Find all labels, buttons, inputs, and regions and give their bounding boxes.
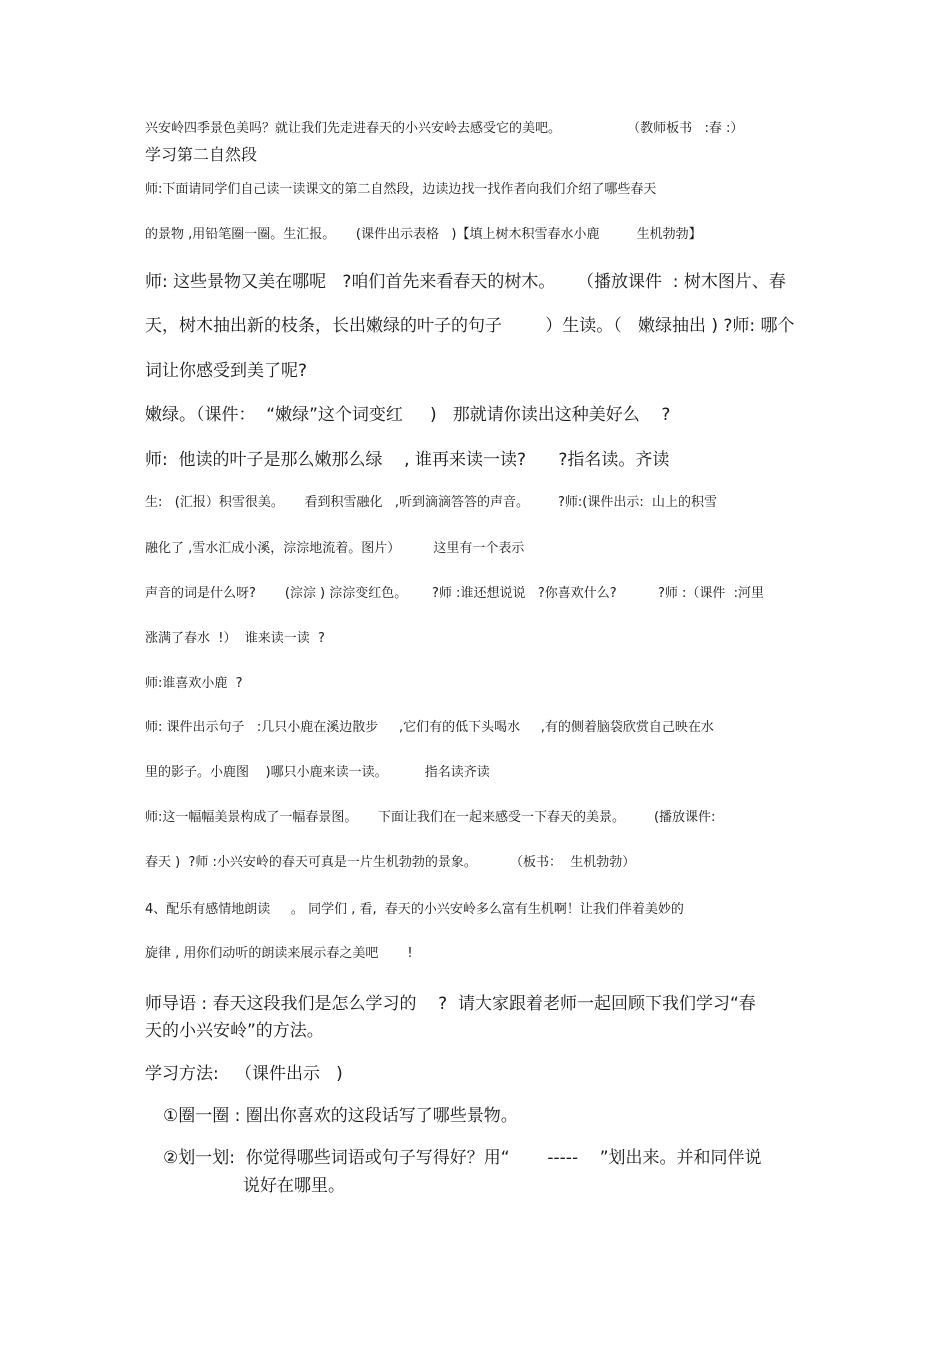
text-line-17: 师:这一幅幅美景构成了一幅春景图。 下面让我们在一起来感受一下春天的美景。 (播放课件: <box>145 810 716 825</box>
text-line-6: 天，树木抽出新的枝条，长出嫩绿的叶子的句子 ）生读。（ 嫩绿抽出 ) ?师: 哪个 <box>145 316 795 336</box>
text-line-16: 里的影子。小鹿图 )哪只小鹿来读一读。 指名读齐读 <box>145 765 490 780</box>
method-item-2-continued: 说好在哪里。 <box>243 1176 345 1196</box>
text-line-7: 词让你感受到美了呢? <box>145 361 308 381</box>
text-line-15: 师: 课件出示句子 :几只小鹿在溪边散步 ,它们有的低下头喝水 ,有的侧着脑袋欣赏自己映在水 <box>145 720 714 735</box>
text-line-1: 兴安岭四季景色美吗？就让我们先走进春天的小兴安岭去感受它的美吧。 （教师板书 :春 :） <box>145 121 744 136</box>
methods-heading: 学习方法: （课件出示 ) <box>145 1064 343 1084</box>
text-line-22: 天的小兴安岭”的方法。 <box>145 1021 324 1041</box>
text-line-3: 师:下面请同学们自己读一读课文的第二自然段，边读边找一找作者向我们介绍了哪些春天 <box>145 182 657 197</box>
method-item-1: ①圈一圈 : 圈出你喜欢的这段话写了哪些景物。 <box>163 1106 518 1126</box>
text-line-19: 4、配乐有感情地朗读 。 同学们 , 看, 春天的小兴安岭多么富有生机啊！让我们伴着美妙的 <box>145 902 684 917</box>
text-line-20: 旋律 , 用你们动听的朗读来展示春之美吧 ! <box>145 946 413 961</box>
text-line-21: 师导语 : 春天这段我们是怎么学习的 ? 请大家跟着老师一起回顾下我们学习“春 <box>145 994 756 1014</box>
text-line-9: 师: 他读的叶子是那么嫩那么绿 , 谁再来读一读? ?指名读。齐读 <box>145 450 670 470</box>
text-line-10: 生: (汇报）积雪很美。 看到积雪融化 ,听到滴滴答答的声音。 ?师:(课件出示: 山上的积雪 <box>145 495 717 510</box>
text-line-11: 融化了 ,雪水汇成小溪，淙淙地流着。图片） 这里有一个表示 <box>145 541 525 556</box>
text-line-5: 师: 这些景物又美在哪呢 ?咱们首先来看春天的树木。 （播放课件 : 树木图片、春 <box>145 272 786 292</box>
text-line-12: 声音的词是什么呀? (淙淙 ) 淙淙变红色。 ?师 :谁还想说说 ?你喜欢什么? ?师 :（课件 :河里 <box>145 586 765 601</box>
text-line-4: 的景物 ,用铅笔圈一圈。生汇报。 (课件出示表格 )【填上树木积雪春水小鹿 生机勃勃】 <box>145 227 702 242</box>
method-item-2: ②划一划: 你觉得哪些词语或句子写得好？用“ ----- ”划出来。并和同伴说 <box>163 1148 762 1168</box>
section-heading: 学习第二自然段 <box>145 145 258 164</box>
text-line-14: 师:谁喜欢小鹿 ? <box>145 676 243 691</box>
text-line-13: 涨满了春水 !） 谁来读一读 ? <box>145 631 325 646</box>
text-line-8: 嫩绿。（课件： “嫩绿”这个词变红 ) 那就请你读出这种美好么 ? <box>145 405 671 425</box>
text-line-18: 春天 ) ?师 :小兴安岭的春天可真是一片生机勃勃的景象。 （板书： 生机勃勃） <box>145 855 636 870</box>
